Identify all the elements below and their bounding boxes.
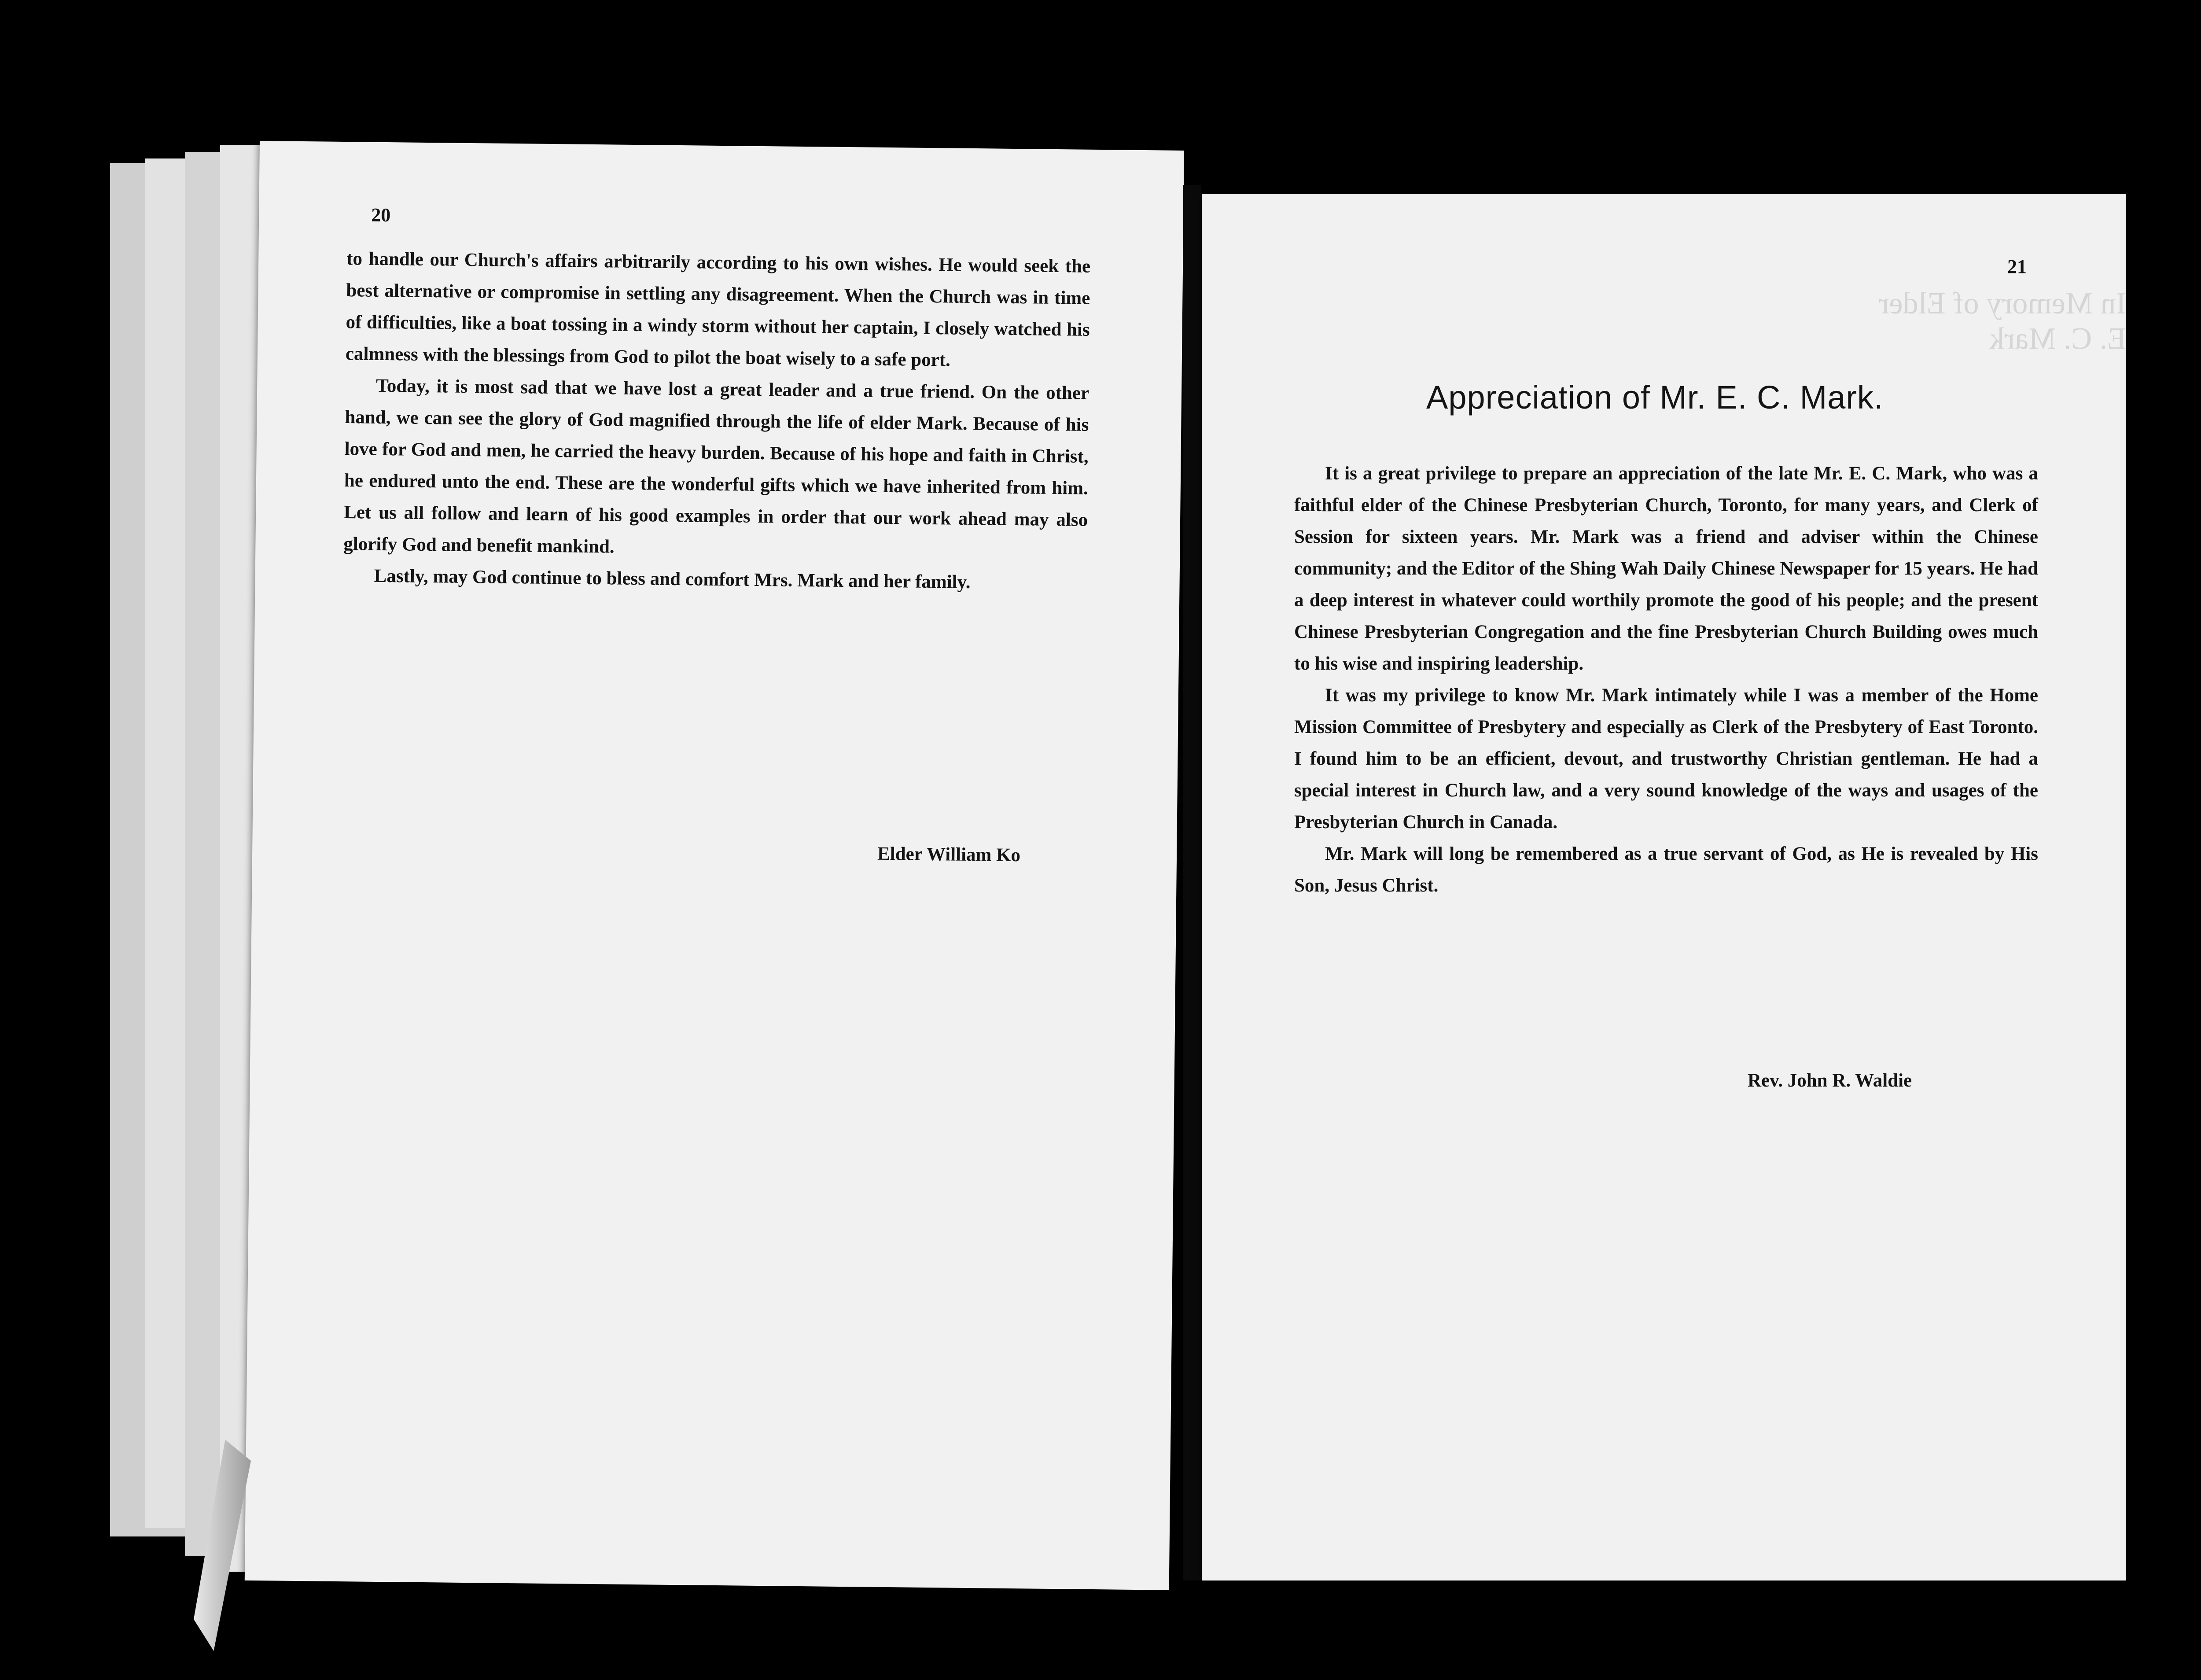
signature-right: Rev. John R. Waldie	[1748, 1070, 1912, 1091]
paragraph: Today, it is most sad that we have lost a great leader and a true friend. On the other hand, we can see the glory of God magnified through the life of elder Mark. Because of his love for God and men, he carried the heavy burden. Because of his hope and faith in Christ, he endured unto the end. These are the wonderful gifts which we have inherited from him. Let us all follow and learn of his good examples in order that our work ahead may also glorify God and benefit mankind.	[343, 375, 1089, 557]
paragraph: Lastly, may God continue to bless and comfort Mrs. Mark and her family.	[374, 565, 971, 593]
paragraph: Mr. Mark will long be remembered as a true servant of God, as He is revealed by His Son, Jesus Christ.	[1294, 844, 2038, 896]
signature-left: Elder William Ko	[877, 843, 1021, 866]
right-page	[1202, 194, 2126, 1581]
book-gutter	[1183, 185, 1201, 1581]
paragraph: to handle our Church's affairs arbitrarily according to his own wishes. He would seek the best alternative or compromise in settling any disagreement. When the Church was in time of difficulties, like a boat tossing in a windy storm without her captain, I closely watched his calmness with the blessings from God to pilot the boat wisely to a safe port.	[345, 248, 1091, 371]
bleed-through-title: In Memory of Elder E. C. Mark	[1879, 287, 2126, 356]
left-page-body	[343, 243, 1090, 600]
page-number-left: 20	[371, 204, 391, 226]
page-title: Appreciation of Mr. E. C. Mark.	[1426, 379, 1884, 416]
paragraph: It is a great privilege to prepare an appreciation of the late Mr. E. C. Mark, who was a faithful elder of the Chinese Presbyterian Church, Toronto, for many years, and Clerk of Session for sixteen years. Mr. Mark was a friend and adviser within the Chinese community; and the Editor of the Shing Wah Daily Chinese Newspaper for 15 years. He had a deep interest in whatever could worthily promote the good of his people; and the present Chinese Presbyterian Congregation and the fine Presbyterian Church Building owes much to his wise and inspiring leadership.	[1294, 463, 2038, 674]
left-page	[245, 141, 1184, 1590]
page-number-right: 21	[2007, 256, 2027, 277]
right-page-body	[1294, 458, 2038, 902]
paragraph: It was my privilege to know Mr. Mark intimately while I was a member of the Home Mission Committee of Presbytery and especially as Clerk of the Presbytery of East Toronto. I found him to be an efficient, devout, and trustworthy Christian gentleman. He had a special interest in Church law, and a very sound knowledge of the ways and usages of the Presbyterian Church in Canada.	[1294, 685, 2038, 833]
